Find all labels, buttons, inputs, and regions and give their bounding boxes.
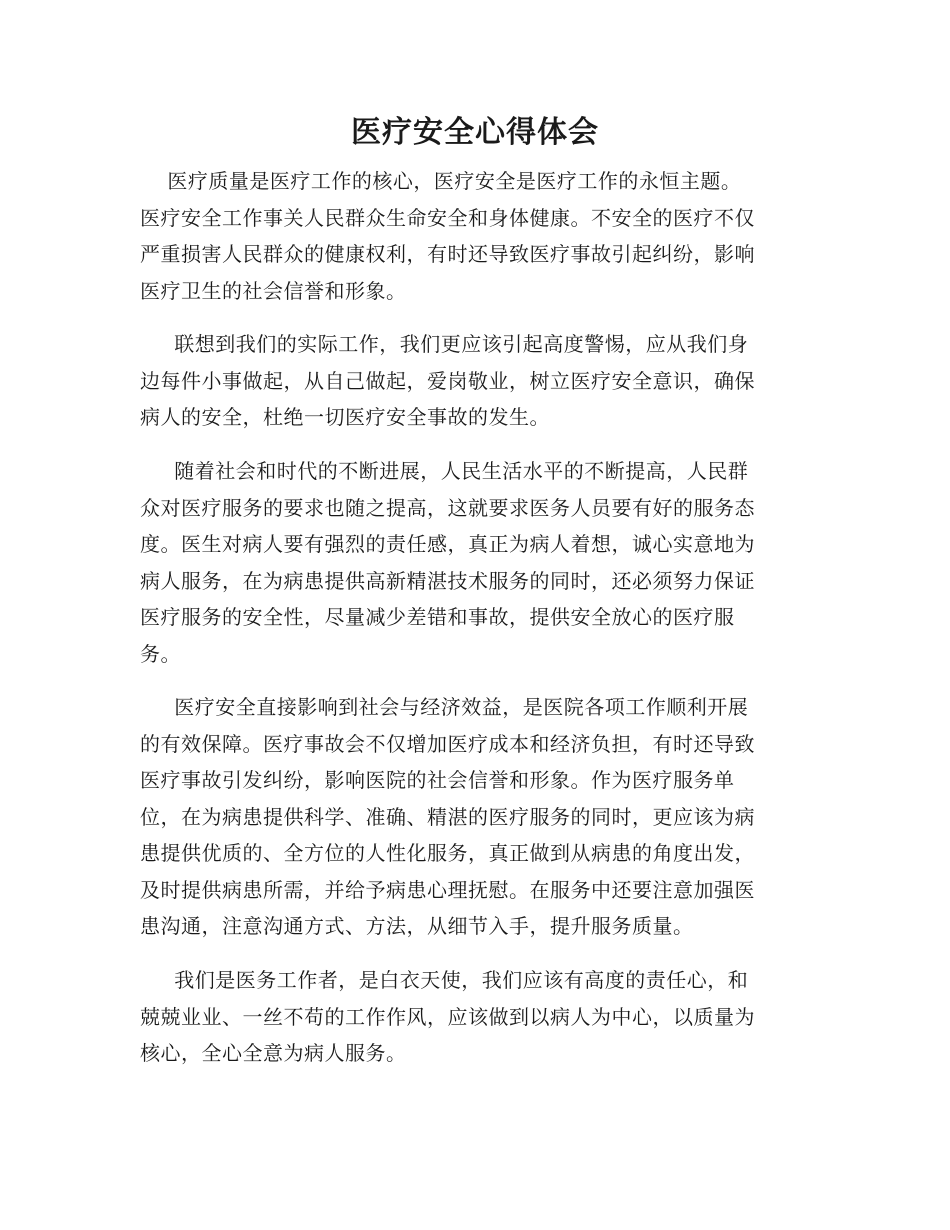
document-title: 医疗安全心得体会 (351, 115, 599, 150)
paragraph-line: 及时提供病患所需，并给予病患心理抚慰。在服务中还要注意加强医 (140, 877, 755, 902)
paragraph-line: 核心，全心全意为病人服务。 (140, 1041, 407, 1065)
paragraph-line: 的有效保障。医疗事故会不仅增加医疗成本和经济负担，有时还导致 (140, 731, 755, 756)
paragraph-line: 医疗事故引发纠纷，影响医院的社会信誉和形象。作为医疗服务单 (140, 768, 735, 792)
paragraph-line: 随着社会和时代的不断进展，人民生活水平的不断提高，人民群 (140, 459, 749, 483)
paragraph-line: 严重损害人民群众的健康权利，有时还导致医疗事故引起纠纷，影响 (140, 242, 755, 266)
paragraph-line: 务。 (140, 641, 181, 666)
paragraph-4 (140, 689, 820, 945)
paragraph-line: 医疗服务的安全性，尽量减少差错和事故，提供安全放心的医疗服 (140, 605, 735, 629)
paragraph-line: 位，在为病患提供科学、准确、精湛的医疗服务的同时，更应该为病 (140, 804, 755, 829)
paragraph-5 (140, 962, 820, 1072)
paragraph-line: 医疗卫生的社会信誉和形象。 (140, 278, 407, 303)
paragraph-line: 病人的安全，杜绝一切医疗安全事故的发生。 (140, 405, 550, 429)
paragraph-1 (140, 163, 820, 309)
paragraph-line: 众对医疗服务的要求也随之提高，这就要求医务人员要有好的服务态 (140, 495, 755, 520)
paragraph-line: 医疗安全直接影响到社会与经济效益，是医院各项工作顺利开展 (140, 695, 749, 719)
paragraph-line: 我们是医务工作者，是白衣天使，我们应该有高度的责任心，和 (140, 968, 749, 992)
paragraph-line: 患沟通，注意沟通方式、方法，从细节入手，提升服务质量。 (140, 914, 694, 938)
paragraph-line: 度。医生对病人要有强烈的责任感，真正为病人着想，诚心实意地为 (140, 532, 755, 556)
paragraph-2 (140, 326, 820, 436)
paragraph-line: 医疗安全工作事关人民群众生命安全和身体健康。不安全的医疗不仅 (140, 205, 755, 230)
paragraph-line: 联想到我们的实际工作，我们更应该引起高度警惕，应从我们身 (140, 332, 749, 356)
paragraph-line: 兢兢业业、一丝不苟的工作作风，应该做到以病人为中心，以质量为 (140, 1004, 755, 1029)
paragraph-3 (140, 453, 820, 672)
paragraph-line: 边每件小事做起，从自己做起，爱岗敬业，树立医疗安全意识，确保 (140, 368, 755, 393)
paragraph-line: 患提供优质的、全方位的人性化服务，真正做到从病患的角度出发， (140, 841, 755, 865)
paragraph-line: 医疗质量是医疗工作的核心，医疗安全是医疗工作的永恒主题。 (140, 169, 742, 193)
paragraph-line: 病人服务，在为病患提供高新精湛技术服务的同时，还必须努力保证 (140, 568, 755, 593)
